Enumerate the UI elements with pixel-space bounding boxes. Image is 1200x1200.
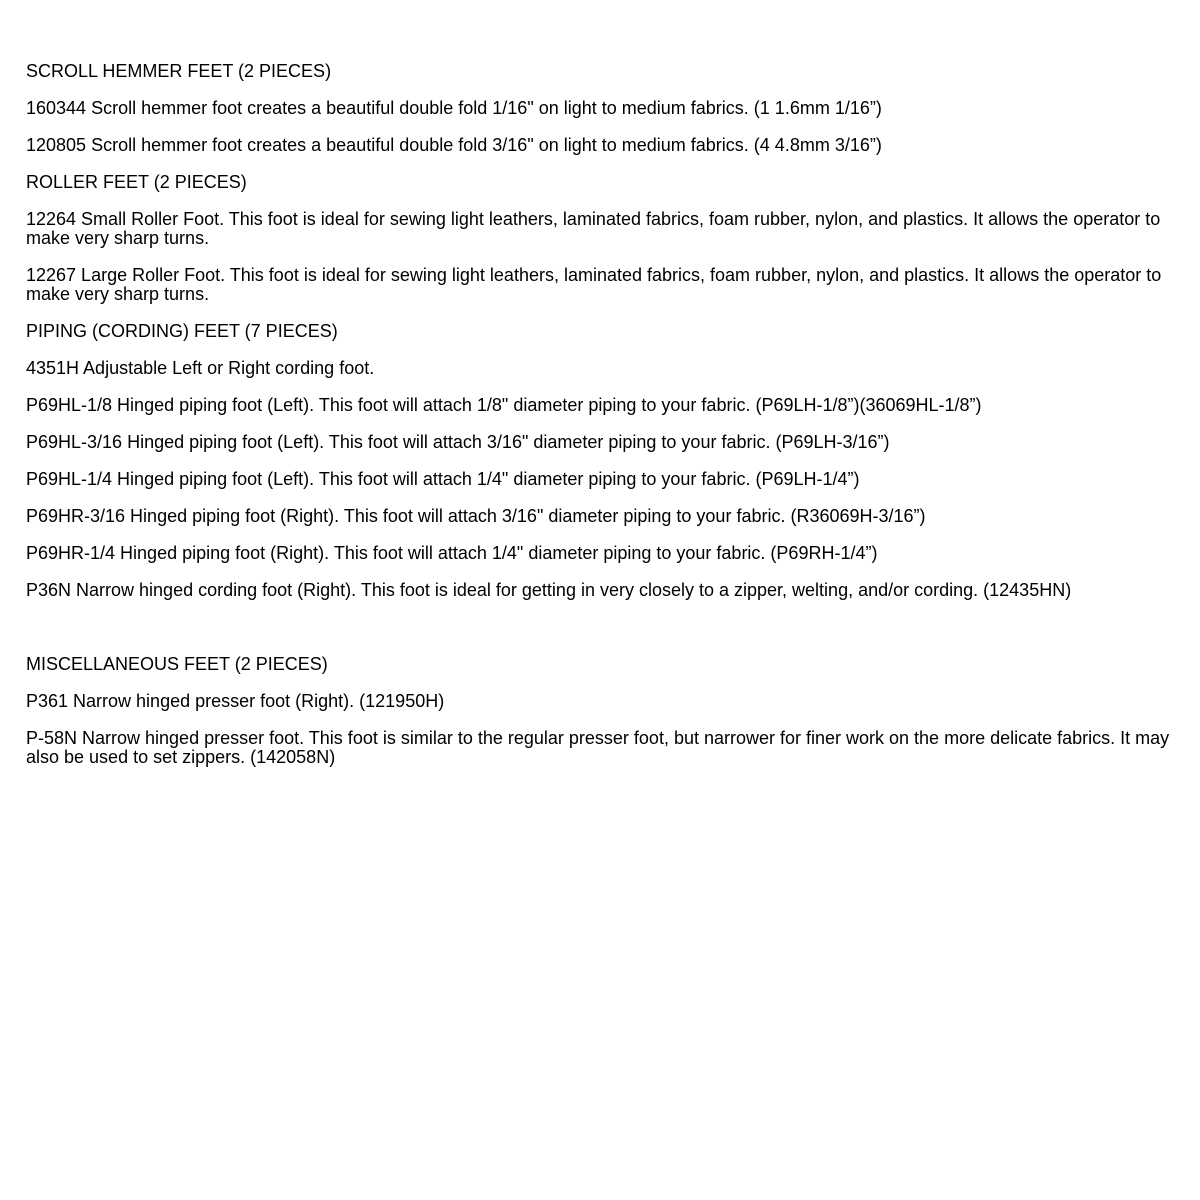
- list-item: P69HL-3/16 Hinged piping foot (Left). This foot will attach 3/16" diameter piping to your fabric. (P69LH-3/16”): [26, 432, 890, 452]
- list-item: P69HL-1/8 Hinged piping foot (Left). This foot will attach 1/8" diameter piping to your fabric. (P69LH-1/8”)(36069HL-1/8”): [26, 395, 982, 415]
- section-heading-piping-feet: PIPING (CORDING) FEET (7 PIECES): [26, 321, 338, 341]
- list-item: P-58N Narrow hinged presser foot. This foot is similar to the regular presser foot, but narrower for finer work on the more delicate fabrics. It may also be used to set zippers. (142058N): [26, 728, 1170, 767]
- list-item: 120805 Scroll hemmer foot creates a beautiful double fold 3/16" on light to medium fabrics. (4 4.8mm 3/16”): [26, 135, 882, 155]
- document-body: [26, 62, 1176, 785]
- list-item: 4351H Adjustable Left or Right cording foot.: [26, 358, 375, 378]
- section-heading-roller-feet: ROLLER FEET (2 PIECES): [26, 172, 247, 192]
- section-heading-scroll-hemmer: SCROLL HEMMER FEET (2 PIECES): [26, 61, 332, 81]
- list-item: P361 Narrow hinged presser foot (Right). (121950H): [26, 691, 445, 711]
- list-item: 12267 Large Roller Foot. This foot is ideal for sewing light leathers, laminated fabrics, foam rubber, nylon, and plastics. It allows the operator to make very sharp turns.: [26, 265, 1162, 304]
- list-item: P69HR-3/16 Hinged piping foot (Right). This foot will attach 3/16" diameter piping to your fabric. (R36069H-3/16”): [26, 506, 926, 526]
- list-item: 160344 Scroll hemmer foot creates a beautiful double fold 1/16" on light to medium fabrics. (1 1.6mm 1/16”): [26, 98, 882, 118]
- section-heading-miscellaneous-feet: MISCELLANEOUS FEET (2 PIECES): [26, 654, 328, 674]
- section-spacer: [26, 618, 1176, 655]
- list-item: P36N Narrow hinged cording foot (Right). This foot is ideal for getting in very closely to a zipper, welting, and/or cording. (12435HN): [26, 580, 1072, 600]
- list-item: P69HR-1/4 Hinged piping foot (Right). This foot will attach 1/4" diameter piping to your fabric. (P69RH-1/4”): [26, 543, 878, 563]
- list-item: P69HL-1/4 Hinged piping foot (Left). This foot will attach 1/4" diameter piping to your fabric. (P69LH-1/4”): [26, 469, 860, 489]
- list-item: 12264 Small Roller Foot. This foot is ideal for sewing light leathers, laminated fabrics, foam rubber, nylon, and plastics. It allows the operator to make very sharp turns.: [26, 209, 1161, 248]
